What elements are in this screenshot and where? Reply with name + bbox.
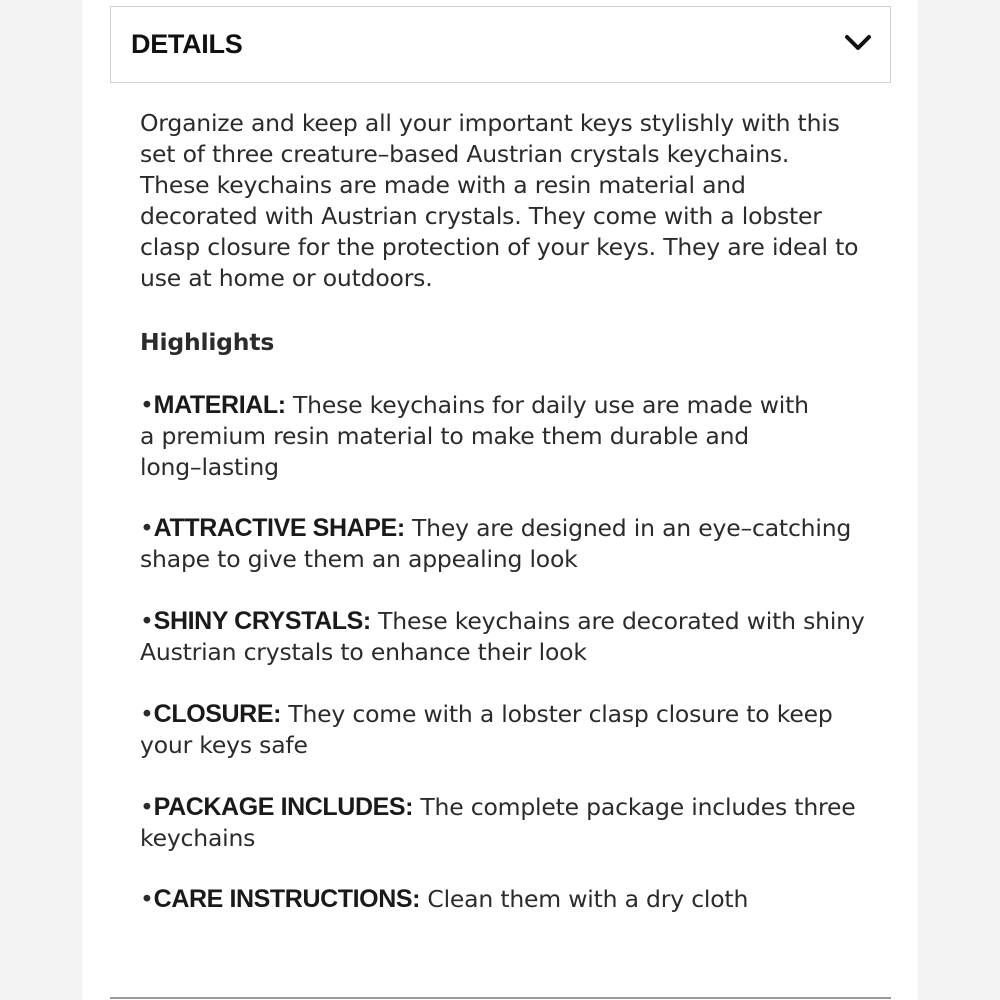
bullet-mark: • — [140, 391, 154, 419]
details-accordion-header[interactable] — [110, 6, 891, 83]
highlight-label: ATTRACTIVE SHAPE: — [153, 514, 405, 542]
highlight-label: CARE INSTRUCTIONS: — [153, 885, 421, 913]
highlight-label: CLOSURE: — [153, 700, 282, 728]
bullet-mark: • — [140, 514, 154, 542]
highlight-item-package-includes — [140, 792, 880, 854]
highlight-text: They are designed in an eye–catching shape to give them an appealing look — [140, 514, 852, 573]
highlight-text: The complete package includes three keychains — [140, 793, 856, 852]
bullet-mark: • — [140, 607, 154, 635]
bullet-mark: • — [140, 700, 154, 728]
highlight-label: PACKAGE INCLUDES: — [153, 793, 414, 821]
highlight-label: SHINY CRYSTALS: — [153, 607, 371, 635]
bullet-mark: • — [140, 885, 154, 913]
highlight-text: These keychains are decorated with shiny Austrian crystals to enhance their look — [140, 607, 865, 666]
product-details-panel — [82, 0, 918, 1000]
product-description: Organize and keep all your important keys stylishly with this set of three creature–based Austrian crystals keychains. These keychains are made with a resin material and decorated with Austrian crystals. They come with a lobster clasp closure for the protection of your keys. They are ideal to use at home or outdoors. — [140, 109, 859, 292]
highlights-heading: Highlights — [140, 328, 275, 356]
highlight-text: They come with a lobster clasp closure to keep your keys safe — [140, 700, 833, 759]
highlight-item-shiny-crystals — [140, 606, 880, 668]
details-content — [140, 108, 880, 913]
highlight-text: These keychains for daily use are made with a premium resin material to make them durable and long–lasting — [140, 391, 809, 481]
bullet-mark: • — [140, 793, 154, 821]
highlight-label: MATERIAL: — [153, 391, 286, 419]
highlight-item-material — [140, 390, 880, 483]
highlight-item-closure — [140, 699, 880, 761]
details-accordion-title: DETAILS — [131, 29, 243, 59]
highlight-item-care-instructions — [140, 884, 880, 915]
chevron-down-icon[interactable] — [844, 33, 872, 53]
highlight-text: Clean them with a dry cloth — [420, 885, 749, 913]
section-divider — [110, 997, 891, 999]
highlight-item-attractive-shape — [140, 513, 880, 575]
